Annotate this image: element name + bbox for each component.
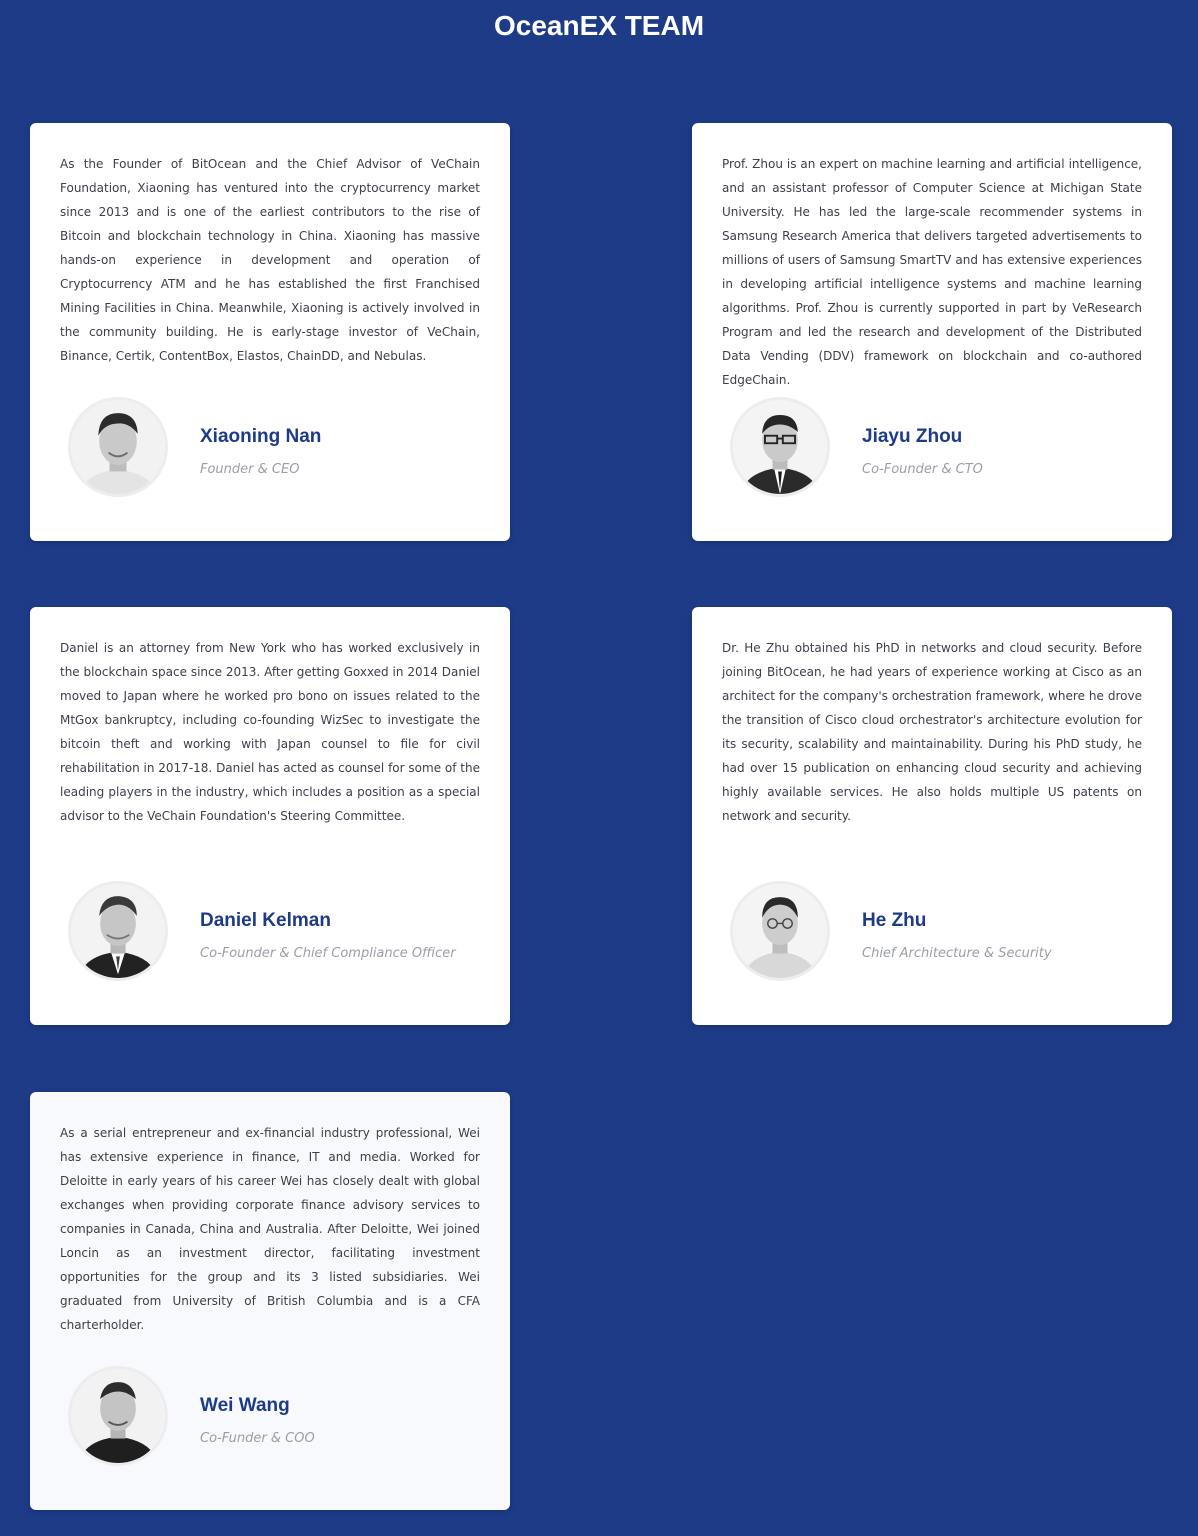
team-member-name: Daniel Kelman (200, 910, 331, 931)
portrait-photo-icon (733, 400, 827, 494)
page-title: OceanEX TEAM (493, 10, 705, 41)
team-member-bio: Dr. He Zhu obtained his PhD in networks and cloud security. Before joining BitOcean, he had years of experience working at Cisco as an architect for the company's orchestration framework, where he drove the transition of Cisco cloud orchestrator's architecture evolution for its security, scalability and maintainability. During his PhD study, he had over 15 publication on enhancing cloud security and achieving highly available services. He also holds multiple US patents on network and security. (722, 641, 1142, 823)
team-member-bio: Daniel is an attorney from New York who has worked exclusively in the blockchain space since 2013. After getting Goxxed in 2014 Daniel moved to Japan where he worked pro bono on issues related to the MtGox bankruptcy, including co-founding WizSec to investigate the bitcoin theft and working with Japan counsel to file for civil rehabilitation in 2017-18. Daniel has acted as counsel for some of the leading players in the industry, which includes a position as a special advisor to the VeChain Foundation's Steering Committee. (60, 641, 480, 823)
avatar (730, 397, 830, 497)
team-member-name: Wei Wang (200, 1395, 290, 1416)
team-card-xiaoning-nan (30, 123, 510, 541)
avatar (730, 881, 830, 981)
team-member-role: Co-Founder & Chief Compliance Officer (200, 946, 456, 961)
avatar (68, 1366, 168, 1466)
team-member-bio: Prof. Zhou is an expert on machine learning and artificial intelligence, and an assistant professor of Computer Science at Michigan State University. He has led the large-scale recommender systems in Samsung Research America that delivers targeted advertisements to millions of users of Samsung SmartTV and has extensive experiences in developing artificial intelligence systems and machine learning algorithms. Prof. Zhou is currently supported in part by VeResearch Program and led the research and development of the Distributed Data Vending (DDV) framework on blockchain and co-authored EdgeChain. (722, 157, 1142, 387)
team-member-name: He Zhu (862, 910, 927, 931)
team-member-role: Chief Architecture & Security (862, 946, 1052, 961)
team-card-jiayu-zhou (692, 123, 1172, 541)
avatar (68, 881, 168, 981)
team-member-role: Co-Founder & CTO (862, 462, 983, 477)
team-member-role: Founder & CEO (200, 462, 300, 477)
portrait-photo-icon (71, 1369, 165, 1463)
team-member-bio: As a serial entrepreneur and ex-financial industry professional, Wei has extensive experience in finance, IT and media. Worked for Deloitte in early years of his career Wei has closely dealt with global exchanges when providing corporate finance advisory services to companies in Canada, China and Australia. After Deloitte, Wei joined Loncin as an investment director, facilitating investment opportunities for the group and its 3 listed subsidiaries. Wei graduated from University of British Columbia and is a CFA charterholder. (60, 1126, 480, 1332)
avatar (68, 397, 168, 497)
portrait-photo-icon (733, 884, 827, 978)
team-card-he-zhu (692, 607, 1172, 1025)
team-member-bio: As the Founder of BitOcean and the Chief Advisor of VeChain Foundation, Xiaoning has ventured into the cryptocurrency market since 2013 and is one of the earliest contributors to the rise of Bitcoin and blockchain technology in China. Xiaoning has massive hands-on experience in development and operation of Cryptocurrency ATM and he has established the first Franchised Mining Facilities in China. Meanwhile, Xiaoning is actively involved in the community building. He is early-stage investor of VeChain, Binance, Certik, ContentBox, Elastos, ChainDD, and Nebulas. (60, 157, 480, 363)
team-member-name: Jiayu Zhou (862, 426, 963, 447)
team-member-name: Xiaoning Nan (200, 426, 322, 447)
portrait-photo-icon (71, 400, 165, 494)
team-card-wei-wang (30, 1092, 510, 1510)
portrait-photo-icon (71, 884, 165, 978)
team-member-role: Co-Funder & COO (200, 1431, 315, 1446)
team-card-daniel-kelman (30, 607, 510, 1025)
